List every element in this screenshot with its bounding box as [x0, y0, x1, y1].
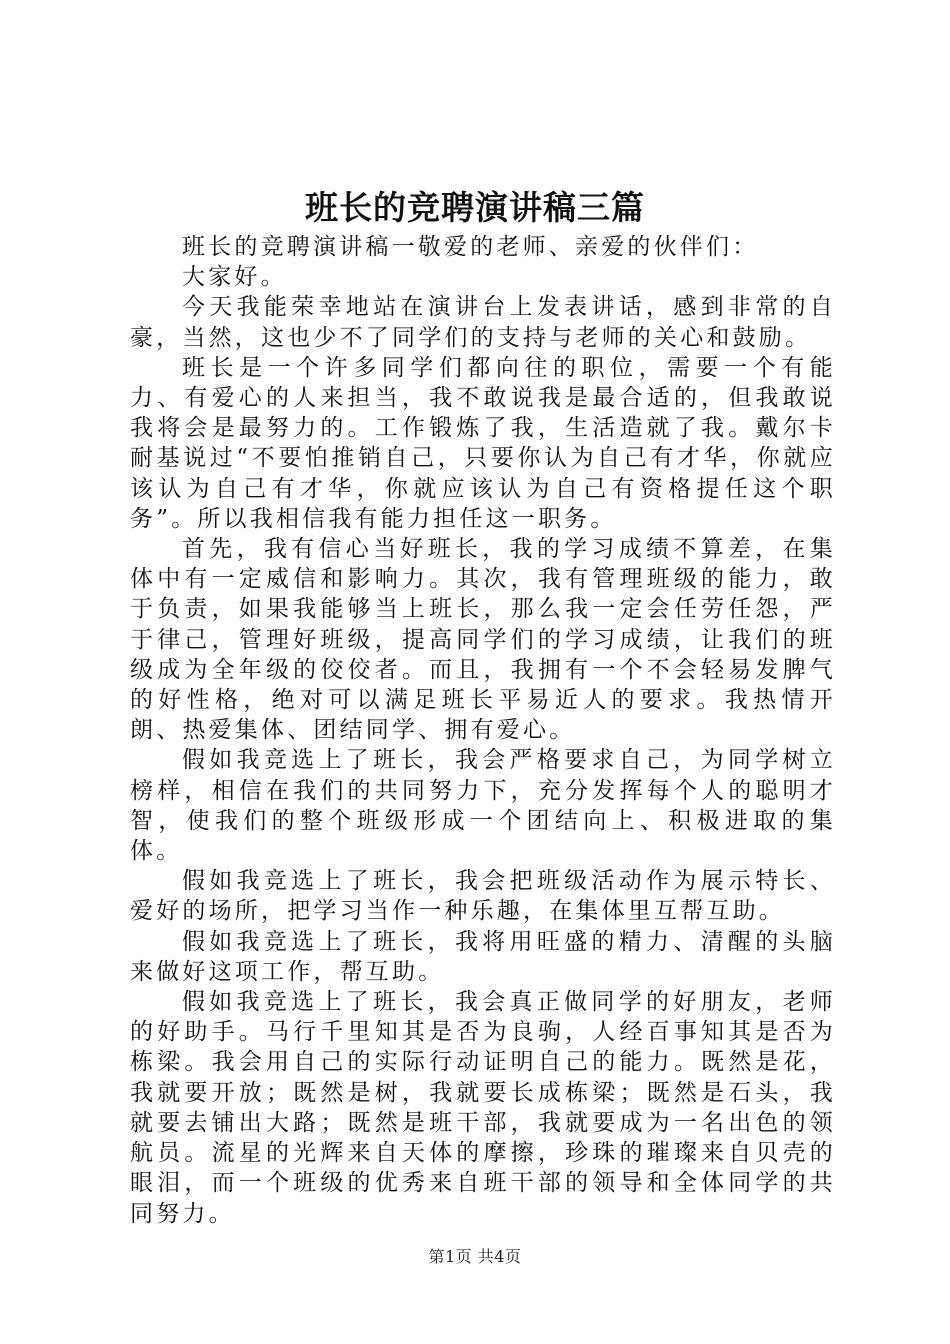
page-number-footer: 第1页 共4页	[428, 1247, 522, 1266]
document-title: 班长的竞聘演讲稿三篇	[305, 188, 645, 227]
paragraph-salutation: 班长的竞聘演讲稿一敬爱的老师、亲爱的伙伴们：	[182, 234, 759, 260]
paragraph: 假如我竞选上了班长，我会把班级活动作为展示特长、爱好的场所，把学习当作一种乐趣，在集体里互帮互助。	[130, 868, 836, 925]
paragraph: 假如我竞选上了班长，我会严格要求自己，为同学树立榜样，相信在我们的共同努力下，充分发挥每个人的聪明才智，使我们的整个班级形成一个团结向上、积极进取的集体。	[130, 747, 836, 865]
paragraph: 今天我能荣幸地站在演讲台上发表讲话，感到非常的自豪，当然，这也少不了同学们的支持与老师的关心和鼓励。	[130, 294, 836, 351]
paragraph-greeting: 大家好。	[182, 264, 287, 291]
paragraph: 班长是一个许多同学们都向往的职位，需要一个有能力、有爱心的人来担当，我不敢说我是最合适的，但我敢说我将会是最努力的。工作锻炼了我，生活造就了我。戴尔卡耐基说过“不要怕推销自己，只要你认为自己有才华，你就应该认为自己有才华，你就应该认为自己有资格提任这个职务”。所以我相信我有能力担任这一职务。	[130, 354, 836, 532]
paragraph: 假如我竞选上了班长，我将用旺盛的精力、清醒的头脑来做好这项工作，帮互助。	[130, 928, 836, 985]
document-body	[130, 232, 836, 1229]
paragraph: 首先，我有信心当好班长，我的学习成绩不算差，在集体中有一定威信和影响力。其次，我有管理班级的能力，敢于负责，如果我能够当上班长，那么我一定会任劳任怨，严于律己，管理好班级，提高同学们的学习成绩，让我们的班级成为全年级的佼佼者。而且，我拥有一个不会轻易发脾气的好性格，绝对可以满足班长平易近人的要求。我热情开朗、热爱集体、团结同学、拥有爱心。	[130, 536, 836, 744]
paragraph: 假如我竞选上了班长，我会真正做同学的好朋友，老师的好助手。马行千里知其是否为良驹，人经百事知其是否为栋梁。我会用自己的实际行动证明自己的能力。既然是花，我就要开放；既然是树，我就要长成栋梁；既然是石头，我就要去铺出大路；既然是班干部，我就要成为一名出色的领航员。流星的光辉来自天体的摩擦，珍珠的璀璨来自贝壳的眼泪，而一个班级的优秀来自班干部的领导和全体同学的共同努力。	[130, 989, 836, 1227]
